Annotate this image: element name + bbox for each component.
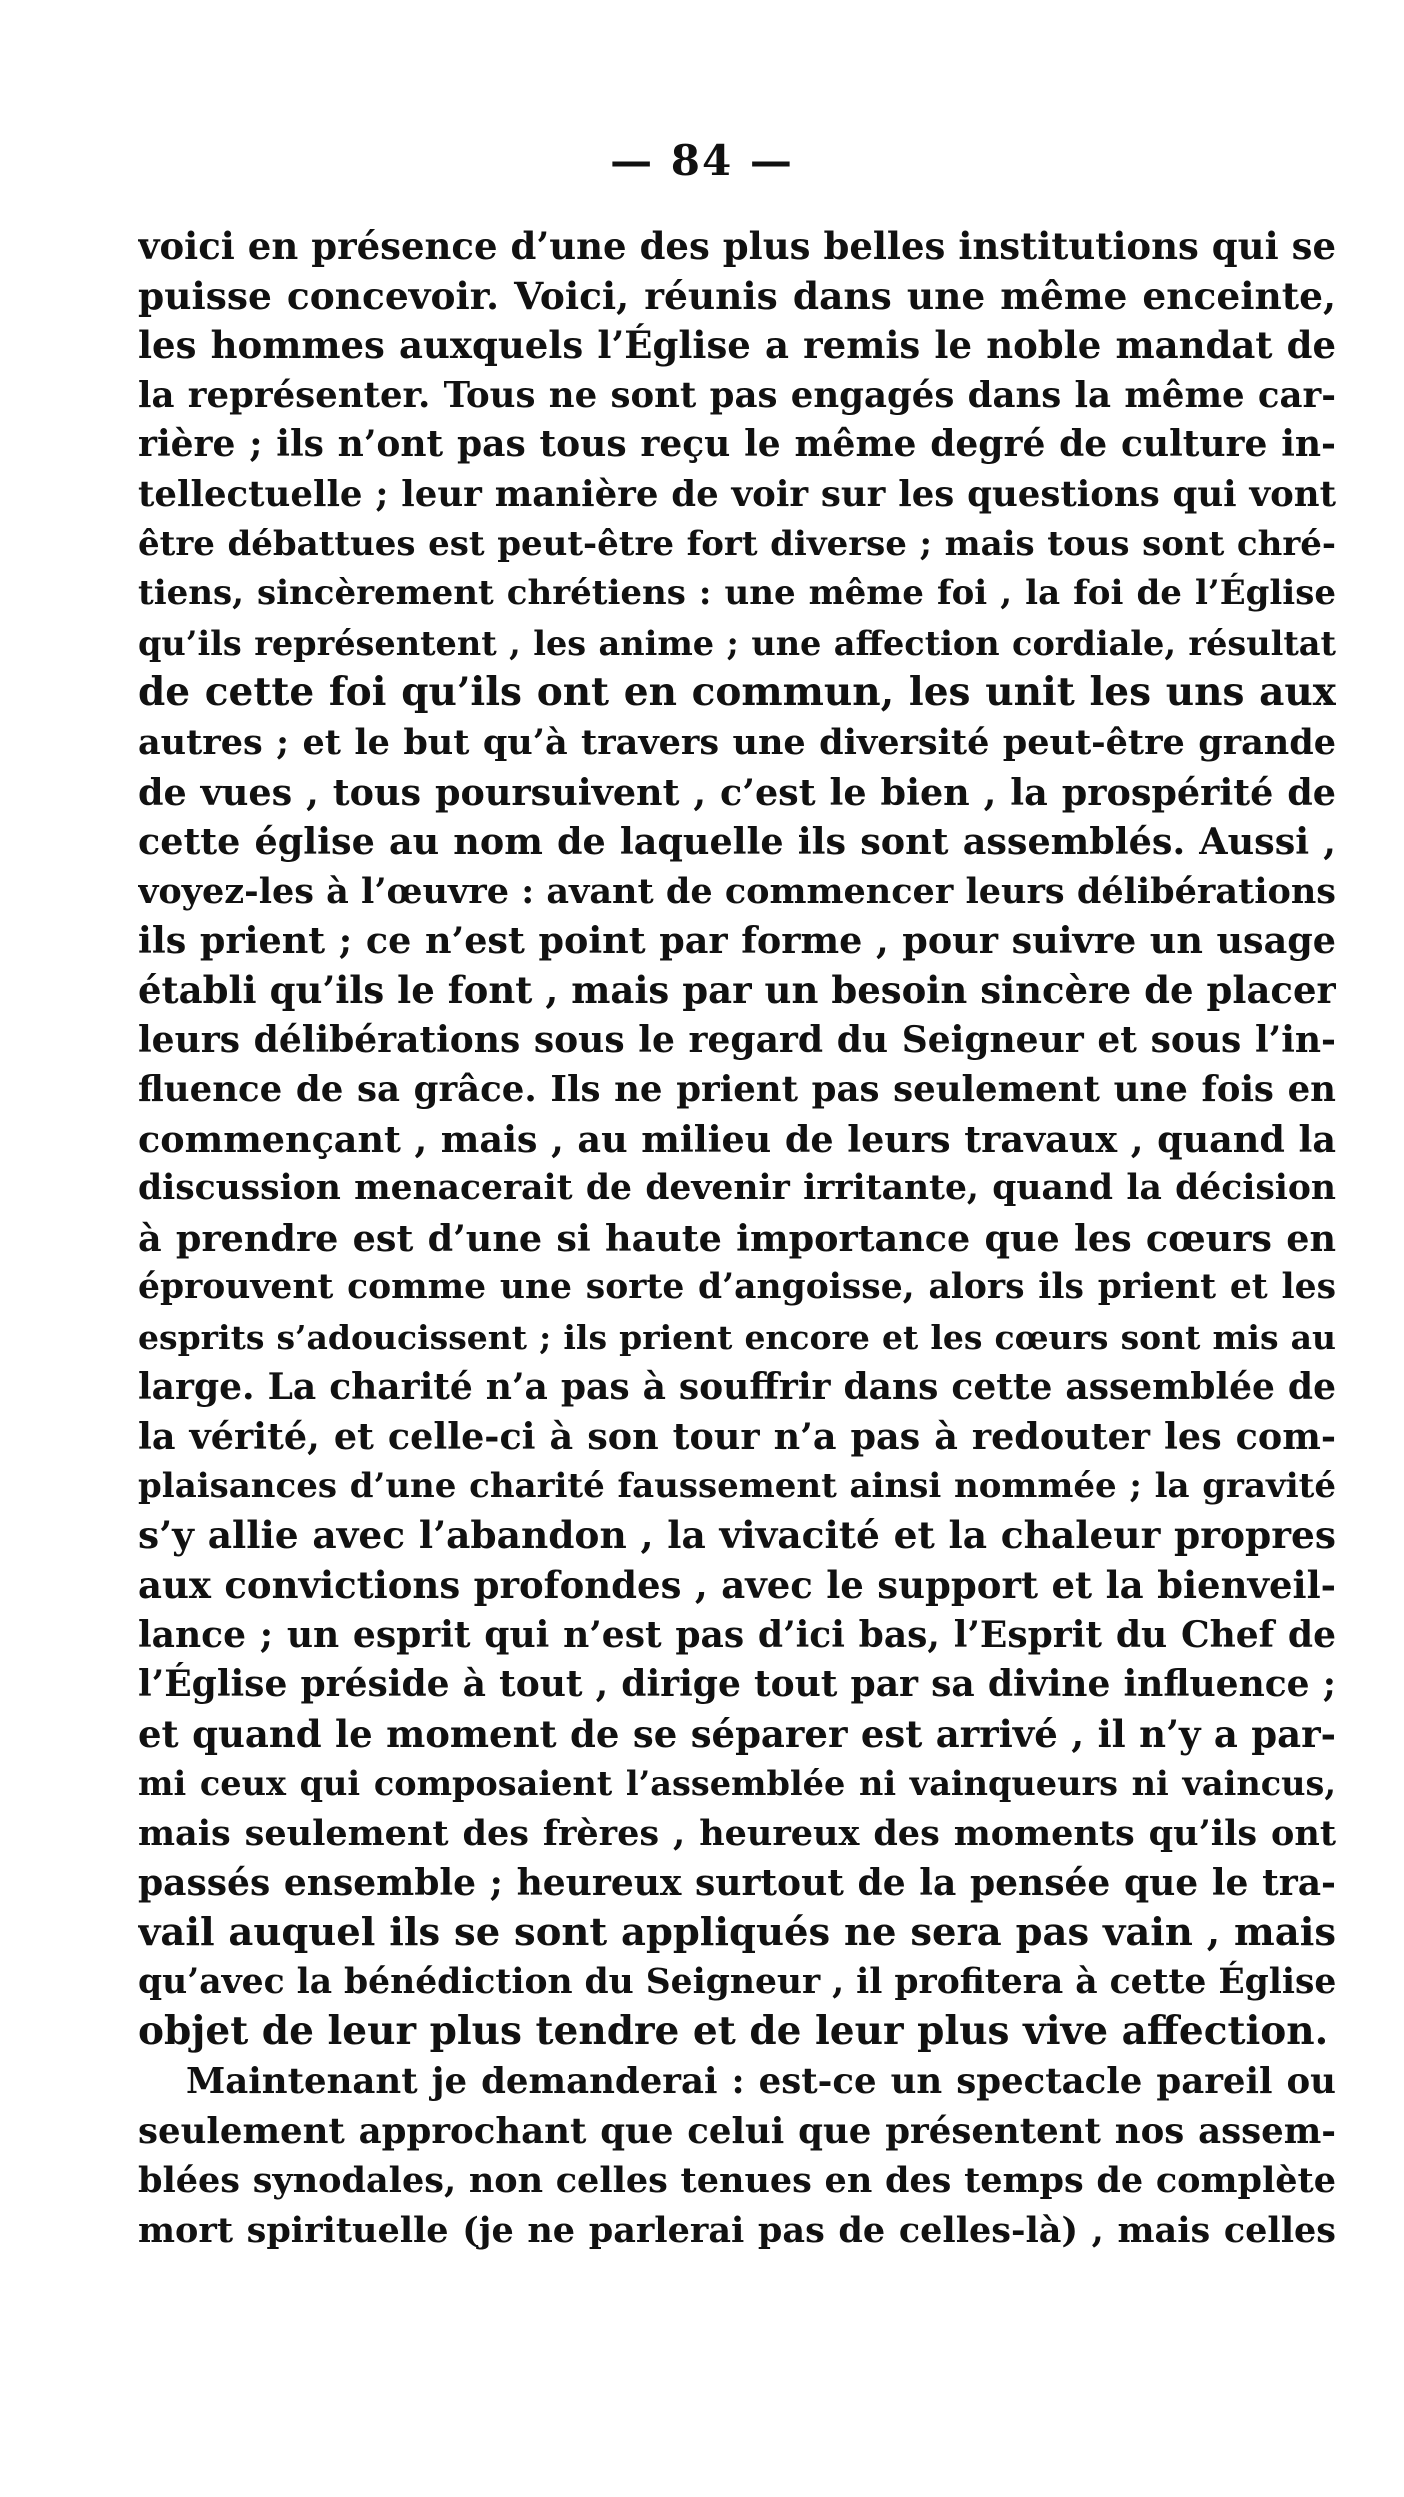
- text-line: puisse concevoir. Voici, réunis dans une même enceinte,: [138, 273, 1336, 318]
- text-line: cette église au nom de laquelle ils sont assemblés. Aussi ,: [138, 820, 1336, 864]
- text-line: éprouvent comme une sorte d’angoisse, alors ils prient et les: [138, 1267, 1336, 1308]
- text-line: leurs délibérations sous le regard du Seigneur et sous l’in-: [138, 1018, 1336, 1061]
- text-line: lance ; un esprit qui n’est pas d’ici bas, l’Esprit du Chef de: [138, 1613, 1336, 1656]
- text-line: de vues , tous poursuivent , c’est le bien , la prospérité de: [138, 770, 1336, 814]
- text-line: les hommes auxquels l’Église a remis le noble mandat de: [138, 323, 1336, 368]
- text-line: voici en présence d’une des plus belles institutions qui se: [138, 224, 1336, 268]
- body-text: [138, 222, 1336, 2255]
- text-line: discussion menacerait de devenir irritante, quand la décision: [138, 1168, 1336, 1209]
- text-line: commençant , mais , au milieu de leurs travaux , quand la: [138, 1117, 1336, 1161]
- text-line: mort spirituelle (je ne parlerai pas de celles-là) , mais celles: [138, 2209, 1336, 2251]
- text-line: plaisances d’une charité faussement ainsi nommée ; la gravité: [138, 1465, 1336, 1506]
- text-line: la vérité, et celle-ci à son tour n’a pas à redouter les com-: [138, 1415, 1336, 1459]
- text-line: la représenter. Tous ne sont pas engagés dans la même car-: [138, 374, 1336, 416]
- text-line: mi ceux qui composaient l’assemblée ni vainqueurs ni vaincus,: [138, 1764, 1336, 1804]
- text-line: vail auquel ils se sont appliqués ne sera pas vain , mais: [138, 1910, 1336, 1956]
- page-number: — 84 —: [610, 136, 794, 185]
- text-line: à prendre est d’une si haute importance que les cœurs en: [138, 1216, 1336, 1260]
- text-line: de cette foi qu’ils ont en commun, les unit les uns aux: [138, 669, 1336, 716]
- text-line: tiens, sincèrement chrétiens : une même foi , la foi de l’Église: [138, 573, 1336, 614]
- text-line: seulement approchant que celui que présentent nos assem-: [138, 2110, 1336, 2152]
- text-line: être débattues est peut-être fort diverse ; mais tous sont chré-: [138, 523, 1336, 564]
- paragraph-start-line: Maintenant je demanderai : est-ce un spectacle pareil ou: [186, 2060, 1336, 2102]
- text-line: passés ensemble ; heureux surtout de la pensée que le tra-: [138, 1861, 1336, 1904]
- text-line: large. La charité n’a pas à souffrir dans cette assemblée de: [138, 1365, 1336, 1408]
- text-line: l’Église préside à tout , dirige tout par sa divine influence ;: [138, 1663, 1336, 1706]
- text-line: esprits s’adoucissent ; ils prient encore et les cœurs sont mis au: [138, 1318, 1336, 1358]
- text-line: blées synodales, non celles tenues en des temps de complète: [138, 2160, 1336, 2202]
- text-line: qu’ils représentent , les anime ; une affection cordiale, résultat: [138, 623, 1336, 663]
- paragraph-end-line: objet de leur plus tendre et de leur plus vive affection.: [138, 2008, 1329, 2055]
- text-line: établi qu’ils le font , mais par un besoin sincère de placer: [138, 967, 1336, 1012]
- text-line: tellectuelle ; leur manière de voir sur les questions qui vont: [138, 473, 1336, 515]
- text-line: mais seulement des frères , heureux des moments qu’ils ont: [138, 1813, 1336, 1854]
- text-line: ils prient ; ce n’est point par forme , pour suivre un usage: [138, 919, 1336, 963]
- text-line: aux convictions profondes , avec le support et la bienveil-: [138, 1563, 1336, 1608]
- text-line: voyez-les à l’œuvre : avant de commencer leurs délibérations: [138, 870, 1336, 912]
- text-line: autres ; et le but qu’à travers une diversité peut-être grande: [138, 721, 1336, 763]
- text-line: qu’avec la bénédiction du Seigneur , il profitera à cette Église: [138, 1961, 1336, 2002]
- text-line: s’y allie avec l’abandon , la vivacité et la chaleur propres: [138, 1513, 1336, 1558]
- text-line: fluence de sa grâce. Ils ne prient pas seulement une fois en: [138, 1069, 1336, 1111]
- text-line: et quand le moment de se séparer est arrivé , il n’y a par-: [138, 1711, 1336, 1756]
- text-line: rière ; ils n’ont pas tous reçu le même degré de culture in-: [138, 423, 1336, 466]
